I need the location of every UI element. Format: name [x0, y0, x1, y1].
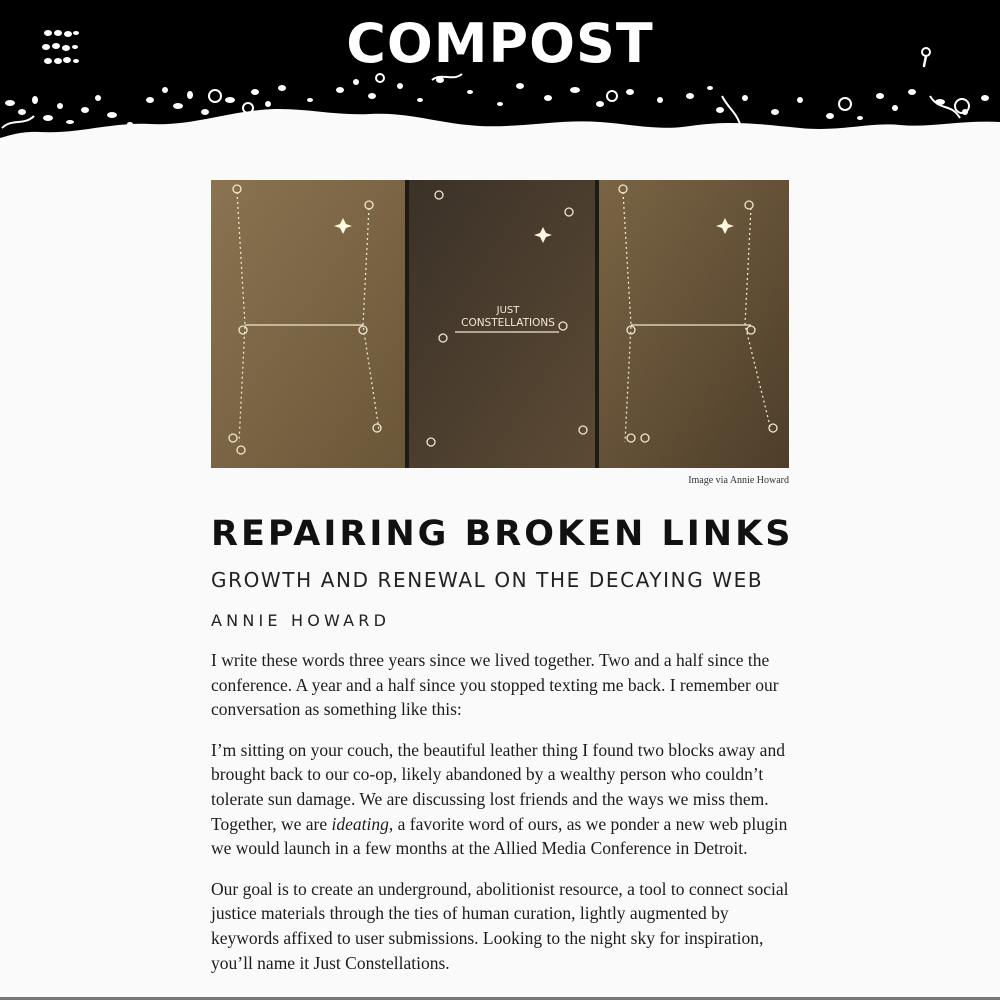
site-logo[interactable]: COMPOST	[346, 12, 654, 75]
search-icon	[914, 44, 938, 70]
image-caption: Image via Annie Howard	[688, 475, 789, 486]
article-subtitle: GROWTH AND RENEWAL ON THE DECAYING WEB	[211, 568, 764, 592]
search-button[interactable]	[914, 44, 938, 70]
paragraph	[211, 738, 791, 861]
article-body	[211, 648, 791, 991]
paragraph-text: , a favorite word of ours, as we ponder a new web plugin we would launch in a few months at the Allied Media Conference in Detroit.	[211, 813, 788, 859]
paragraph: Our goal is to create an underground, abolitionist resource, a tool to connect social justice materials through the ties of human curation, lightly augmented by keywords affixed to user submissions. Looking to the night sky for inspiration, you’ll name it Just Constellations.	[211, 878, 789, 973]
article-author[interactable]: ANNIE HOWARD	[211, 611, 391, 630]
article-title: REPAIRING BROKEN LINKS	[211, 514, 794, 554]
paragraph-text: I’m sitting on your couch, the beautiful leather thing I found two blocks away and brought back to our co-op, likely abandoned by a wealthy person who couldn’t tolerate sun damage. We are discussing lost friends and the ways we miss them. Together, we are	[211, 739, 785, 834]
hero-panel-text-line1: JUST	[496, 305, 520, 316]
paragraph: I write these words three years since we lived together. Two and a half since the conference. A year and a half since you stopped texting me back. I remember our conversation as something like this:	[211, 650, 779, 720]
hero-panel-text-line2: CONSTELLATIONS	[461, 317, 555, 329]
site-header	[0, 0, 1000, 150]
emphasis-text: ideating	[331, 813, 389, 834]
menu-button[interactable]	[40, 28, 82, 68]
hamburger-menu-icon	[40, 28, 82, 68]
hero-image	[211, 180, 789, 468]
